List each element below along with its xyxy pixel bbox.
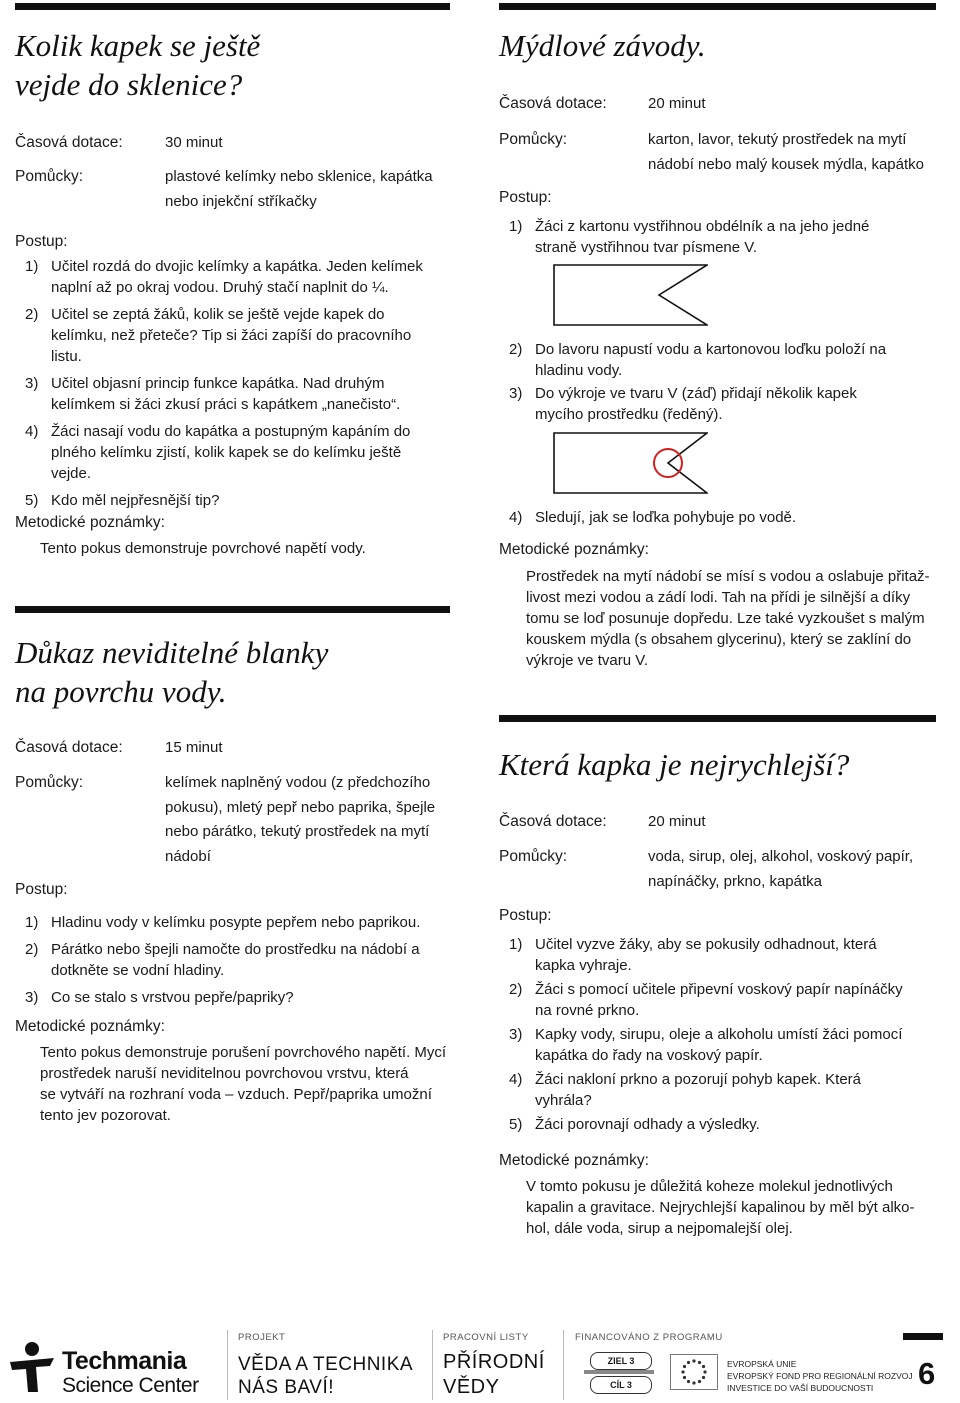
sheets-line: VĚDY bbox=[443, 1376, 500, 1398]
procedure-label: Postup: bbox=[499, 189, 552, 206]
eu-star bbox=[687, 1380, 690, 1383]
step-line: dotkněte se vodní hladiny. bbox=[51, 962, 225, 979]
step-line: Žáci z kartonu vystřihnou obdélník a na jeho jedné bbox=[535, 218, 870, 235]
step-line: plného kelímku zjistí, kolik kapek se do kelímku ještě bbox=[51, 444, 402, 461]
step-line: Žáci nakloní prkno a pozorují pohyb kapek. Která bbox=[535, 1071, 862, 1088]
notes-line: tomu se loď posunuje dopředu. Lze také vyzkoušet s malým bbox=[526, 610, 925, 627]
step-line: Učitel vyzve žáky, aby se pokusily odhadnout, která bbox=[535, 936, 877, 953]
step-line: Do výkroje ve tvaru V (záď) přidají několik kapek bbox=[535, 385, 857, 402]
step-line: na rovné prkno. bbox=[535, 1002, 640, 1019]
project-label: PROJEKT bbox=[238, 1332, 286, 1343]
section-title bbox=[15, 26, 260, 104]
tools-label: Pomůcky: bbox=[15, 168, 84, 185]
divider bbox=[432, 1330, 433, 1400]
eu-star bbox=[702, 1376, 705, 1379]
step-line: Do lavoru napustí vodu a kartonovou loďku položí na bbox=[535, 341, 887, 358]
eu-flag-icon bbox=[670, 1354, 718, 1390]
step-number: 3) bbox=[509, 1026, 523, 1043]
tools-value bbox=[165, 165, 433, 214]
list-item bbox=[15, 912, 455, 933]
tools-line: pokusu), mletý pepř nebo paprika, špejle bbox=[165, 798, 436, 816]
title-line: Důkaz neviditelné blanky bbox=[15, 635, 329, 670]
tools-label: Pomůcky: bbox=[499, 848, 568, 865]
step-number: 5) bbox=[25, 492, 39, 509]
step-number: 3) bbox=[25, 375, 39, 392]
step-number: 4) bbox=[25, 423, 39, 440]
logo-subtitle: Science Center bbox=[62, 1374, 199, 1397]
step-number: 1) bbox=[509, 936, 523, 953]
procedure-list bbox=[499, 216, 929, 258]
section-title: Která kapka je nejrychlejší? bbox=[499, 747, 850, 782]
boat-diagram bbox=[553, 432, 708, 494]
step-line: hladinu vody. bbox=[535, 362, 623, 379]
procedure-label: Postup: bbox=[499, 907, 552, 924]
eu-star bbox=[692, 1359, 695, 1362]
project-line: NÁS BAVÍ! bbox=[238, 1377, 335, 1398]
list-item bbox=[499, 1069, 939, 1111]
step-number: 1) bbox=[25, 914, 39, 931]
ziel3-text: ZIEL 3 bbox=[590, 1352, 652, 1370]
step-number: 2) bbox=[25, 941, 39, 958]
list-item bbox=[15, 490, 455, 511]
page-number-bar bbox=[903, 1333, 943, 1340]
step-line: Žáci porovnají odhady a výsledky. bbox=[535, 1116, 760, 1133]
notes-line: Tento pokus demonstruje porušení povrchového napětí. Mycí bbox=[40, 1044, 447, 1061]
section-title: Mýdlové závody. bbox=[499, 28, 706, 63]
step-line: straně vystřihnou tvar písmene V. bbox=[535, 239, 758, 256]
title-line: vejde do sklenice? bbox=[15, 67, 243, 102]
step-line: Sledují, jak se loďka pohybuje po vodě. bbox=[535, 509, 797, 526]
step-line: kapátka do řady na voskový papír. bbox=[535, 1047, 763, 1064]
step-number: 5) bbox=[509, 1116, 523, 1133]
notes-label: Metodické poznámky: bbox=[499, 1152, 649, 1169]
notes-line: kapalin a gravitace. Nejrychlejší kapalinou by měl být alko- bbox=[526, 1199, 915, 1216]
procedure-label: Postup: bbox=[15, 881, 68, 898]
sheets-name bbox=[443, 1350, 545, 1400]
step-line: naplní až po okraj vodou. Druhý stačí naplnit do ¼. bbox=[51, 279, 389, 296]
notes-line: kouskem mýdla (s obsahem glycerinu), který se zaklíní do bbox=[526, 631, 912, 648]
step-number: 4) bbox=[509, 1071, 523, 1088]
step-line: Učitel rozdá do dvojic kelímky a kapátka. Jeden kelímek bbox=[51, 258, 423, 275]
tools-line: nádobí bbox=[165, 847, 211, 865]
notes-line: tento jev pozorovat. bbox=[40, 1107, 171, 1124]
step-number: 2) bbox=[25, 306, 39, 323]
boat-outline bbox=[554, 265, 707, 325]
sheets-label: PRACOVNÍ LISTY bbox=[443, 1332, 529, 1343]
procedure-list bbox=[499, 934, 939, 1138]
time-label: Časová dotace: bbox=[499, 813, 607, 830]
step-line: kelímkem si žáci zkusí práci s kapátkem „nanečisto“. bbox=[51, 396, 401, 413]
ziel3-logo bbox=[584, 1352, 656, 1396]
eu-line: INVESTICE DO VAŠÍ BUDOUCNOSTI bbox=[727, 1383, 874, 1393]
tools-label: Pomůcky: bbox=[15, 774, 84, 791]
step-line: Kapky vody, sirupu, oleje a alkoholu umístí žáci pomocí bbox=[535, 1026, 903, 1043]
step-number: 2) bbox=[509, 341, 523, 358]
notes-label: Metodické poznámky: bbox=[499, 541, 649, 558]
tools-value bbox=[648, 128, 924, 177]
list-item bbox=[499, 1114, 939, 1135]
list-item bbox=[499, 934, 939, 976]
eu-star bbox=[702, 1365, 705, 1368]
step-number: 1) bbox=[25, 258, 39, 275]
funding-label: FINANCOVÁNO Z PROGRAMU bbox=[575, 1332, 723, 1343]
tools-line: napínáčky, prkno, kapátka bbox=[648, 872, 822, 890]
step-line: Kdo měl nejpřesnější tip? bbox=[51, 492, 220, 509]
page-footer bbox=[0, 1320, 960, 1403]
step-line: vejde. bbox=[51, 465, 92, 482]
notes-line: Prostředek na mytí nádobí se mísí s vodou a oslabuje přitaž- bbox=[526, 568, 930, 585]
list-item bbox=[15, 373, 455, 415]
page-number: 6 bbox=[918, 1356, 936, 1391]
list-item bbox=[499, 1024, 939, 1066]
project-name bbox=[238, 1353, 413, 1399]
divider bbox=[227, 1330, 228, 1400]
eu-star bbox=[698, 1361, 701, 1364]
tools-value bbox=[165, 771, 435, 869]
list-item bbox=[499, 383, 929, 425]
notes-label: Metodické poznámky: bbox=[15, 1018, 165, 1035]
list-item bbox=[15, 304, 455, 367]
step-number: 3) bbox=[509, 385, 523, 402]
procedure-list bbox=[499, 507, 929, 528]
eu-line: EVROPSKÁ UNIE bbox=[727, 1359, 797, 1369]
procedure-list bbox=[499, 339, 929, 427]
list-item bbox=[15, 256, 455, 298]
tools-line: nádobí nebo malý kousek mýdla, kapátko bbox=[648, 155, 924, 173]
eu-text bbox=[727, 1358, 913, 1394]
procedure-list bbox=[15, 256, 455, 517]
list-item bbox=[15, 421, 455, 484]
cil3-text: CÍL 3 bbox=[590, 1376, 652, 1394]
step-line: kelímku, než přeteče? Tip si žáci zapíší do pracovního bbox=[51, 327, 412, 344]
list-item bbox=[499, 979, 939, 1021]
step-number: 3) bbox=[25, 989, 39, 1006]
boat-outline bbox=[554, 433, 707, 493]
project-line: VĚDA A TECHNIKA bbox=[238, 1354, 414, 1375]
techmania-logo-icon bbox=[8, 1340, 56, 1394]
list-item bbox=[499, 216, 929, 258]
procedure-label: Postup: bbox=[15, 233, 68, 250]
section-rule bbox=[499, 715, 936, 722]
notes-line: V tomto pokusu je důležitá koheze molekul jednotlivých bbox=[526, 1178, 893, 1195]
tools-label: Pomůcky: bbox=[499, 131, 568, 148]
notes-text bbox=[526, 1176, 936, 1239]
list-item bbox=[499, 507, 929, 528]
eu-star bbox=[692, 1381, 695, 1384]
time-value: 30 minut bbox=[165, 134, 223, 151]
title-line: Kolik kapek se ještě bbox=[15, 28, 261, 63]
tools-value bbox=[648, 845, 913, 894]
notes-line: prostředek naruší neviditelnou povrchovou vrstvu, která bbox=[40, 1065, 409, 1082]
list-item bbox=[499, 339, 929, 381]
time-label: Časová dotace: bbox=[15, 134, 123, 151]
step-line: Žáci nasají vodu do kapátka a postupným kapáním do bbox=[51, 423, 411, 440]
step-line: mycího prostředku (ředěný). bbox=[535, 406, 723, 423]
tools-line: nebo injekční stříkačky bbox=[165, 192, 317, 210]
section-rule bbox=[499, 3, 936, 10]
eu-star bbox=[698, 1380, 701, 1383]
time-value: 20 minut bbox=[648, 813, 706, 830]
section-rule bbox=[15, 606, 450, 613]
notes-line: livost mezi vodou a zádí lodi. Tah na přídi je silnější a díky bbox=[526, 589, 911, 606]
eu-star bbox=[687, 1361, 690, 1364]
list-item bbox=[15, 987, 455, 1008]
section-rule bbox=[15, 3, 450, 10]
step-number: 1) bbox=[509, 218, 523, 235]
step-line: Učitel se zeptá žáků, kolik se ještě vejde kapek do bbox=[51, 306, 385, 323]
eu-star bbox=[683, 1376, 686, 1379]
list-item bbox=[15, 939, 455, 981]
notes-text: Tento pokus demonstruje povrchové napětí vody. bbox=[40, 540, 366, 557]
boat-diagram bbox=[553, 264, 708, 326]
eu-line: EVROPSKÝ FOND PRO REGIONÁLNÍ ROZVOJ bbox=[727, 1371, 913, 1381]
time-label: Časová dotace: bbox=[15, 739, 123, 756]
notes-text bbox=[40, 1042, 450, 1126]
step-line: listu. bbox=[51, 348, 82, 365]
notes-label: Metodické poznámky: bbox=[15, 514, 165, 531]
tools-line: nebo párátko, tekutý prostředek na mytí bbox=[165, 823, 430, 840]
section-title bbox=[15, 633, 328, 711]
time-value: 20 minut bbox=[648, 95, 706, 112]
notes-line: výkroje ve tvaru V. bbox=[526, 652, 648, 669]
step-line: vyhrála? bbox=[535, 1092, 592, 1109]
eu-star bbox=[681, 1370, 684, 1373]
tools-line: karton, lavor, tekutý prostředek na mytí bbox=[648, 131, 907, 148]
step-line: Učitel objasní princip funkce kapátka. Nad druhým bbox=[51, 375, 385, 392]
notes-line: hol, dále voda, sirup a nejpomalejší olej. bbox=[526, 1220, 793, 1237]
eu-star bbox=[683, 1365, 686, 1368]
procedure-list bbox=[15, 912, 455, 1014]
notes-line: se vytváří na rozhraní voda – vzduch. Pepř/paprika umožní bbox=[40, 1086, 432, 1103]
step-number: 4) bbox=[509, 509, 523, 526]
tools-line: voda, sirup, olej, alkohol, voskový papír, bbox=[648, 848, 914, 865]
eu-star bbox=[703, 1370, 706, 1373]
step-line: Žáci s pomocí učitele připevní voskový papír napínáčky bbox=[535, 981, 903, 998]
time-value: 15 minut bbox=[165, 739, 223, 756]
step-line: Co se stalo s vrstvou pepře/papriky? bbox=[51, 989, 294, 1006]
title-line: na povrchu vody. bbox=[15, 674, 227, 709]
time-label: Časová dotace: bbox=[499, 95, 607, 112]
step-line: Párátko nebo špejli namočte do prostředku na nádobí a bbox=[51, 941, 420, 958]
tools-line: plastové kelímky nebo sklenice, kapátka bbox=[165, 168, 433, 185]
ziel3-stripe bbox=[584, 1370, 654, 1374]
divider bbox=[563, 1330, 564, 1400]
step-line: Hladinu vody v kelímku posypte pepřem nebo paprikou. bbox=[51, 914, 421, 931]
step-number: 2) bbox=[509, 981, 523, 998]
sheets-line: PŘÍRODNÍ bbox=[443, 1351, 545, 1373]
step-line: kapka vyhraje. bbox=[535, 957, 632, 974]
notes-text bbox=[526, 566, 936, 671]
logo-title: Techmania bbox=[62, 1347, 187, 1375]
tools-line: kelímek naplněný vodou (z předchozího bbox=[165, 774, 431, 791]
